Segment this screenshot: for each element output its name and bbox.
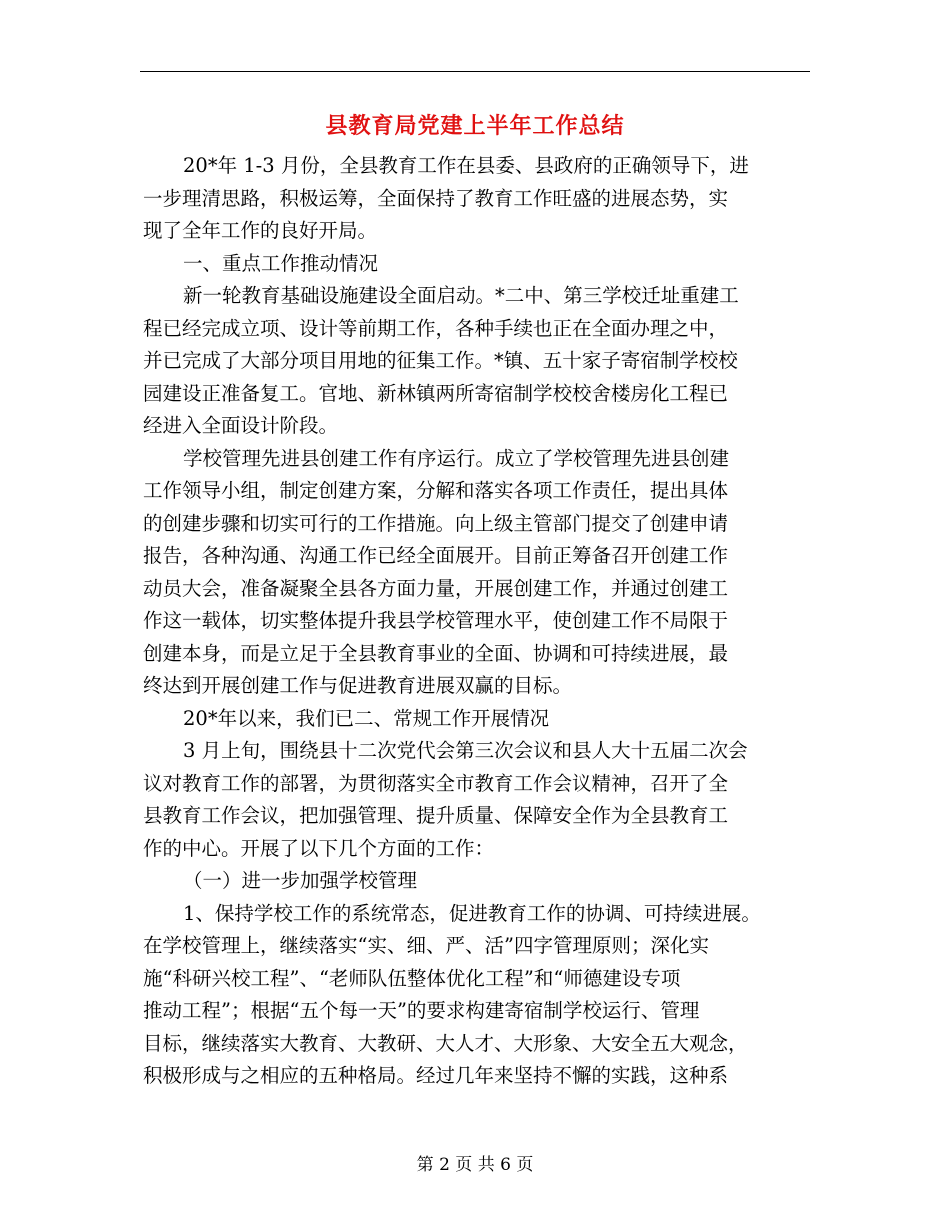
text-line: 积极形成与之相应的五种格局。经过几年来坚持不懈的实践，这种系 <box>143 1064 729 1087</box>
page-number: 第 2 页 共 6 页 <box>416 1155 534 1175</box>
text-line: （一）进一步加强学校管理 <box>183 869 418 892</box>
text-line: 议对教育工作的部署，为贯彻落实全市教育工作会议精神，召开了全 <box>143 771 729 795</box>
document-title: 县教育局党建上半年工作总结 <box>325 113 625 139</box>
text-line: 县教育工作会议，把加强管理、提升质量、保障安全作为全县教育工 <box>143 804 729 827</box>
text-line: 作的中心。开展了以下几个方面的工作： <box>143 836 495 860</box>
text-line: 学校管理先进县创建工作有序运行。成立了学校管理先进县创建 <box>183 446 730 470</box>
text-line: 一、重点工作推动情况 <box>183 251 379 275</box>
text-line: 并已完成了大部分项目用地的征集工作。*镇、五十家子寄宿制学校校 <box>143 349 738 372</box>
text-line: 作这一载体，切实整体提升我县学校管理水平，使创建工作不局限于 <box>143 609 729 632</box>
text-line: 1、保持学校工作的系统常态，促进教育工作的协调、可持续进展。 <box>183 901 761 925</box>
text-line: 目标，继续落实大教育、大教研、大人才、大形象、大安全五大观念， <box>143 1031 748 1055</box>
text-line: 新一轮教育基础设施建设全面启动。*二中、第三学校迁址重建工 <box>183 284 739 307</box>
text-line: 施“科研兴校工程”、“老师队伍整体优化工程”和“师德建设专项 <box>143 966 681 990</box>
text-line: 一步理清思路，积极运筹，全面保持了教育工作旺盛的进展态势，实 <box>143 186 729 210</box>
text-line: 程已经完成立项、设计等前期工作，各种手续也正在全面办理之中， <box>143 316 729 340</box>
text-line: 3 月上旬，围绕县十二次党代会第三次会议和县人大十五届二次会 <box>183 739 748 762</box>
text-line: 工作领导小组，制定创建方案，分解和落实各项工作责任，提出具体 <box>143 479 729 502</box>
text-line: 推动工程”；根据“五个每一天”的要求构建寄宿制学校运行、管理 <box>143 999 700 1022</box>
text-line: 现了全年工作的良好开局。 <box>143 219 378 242</box>
text-line: 报告，各种沟通、沟通工作已经全面展开。目前正筹备召开创建工作 <box>143 544 729 567</box>
text-line: 的创建步骤和切实可行的工作措施。向上级主管部门提交了创建申请 <box>143 511 729 535</box>
text-line: 20*年以来，我们已二、常规工作开展情况 <box>183 706 550 730</box>
text-line: 终达到开展创建工作与促进教育进展双赢的目标。 <box>143 674 573 697</box>
text-line: 动员大会，准备凝聚全县各方面力量，开展创建工作，并通过创建工 <box>143 576 729 600</box>
document-body <box>143 150 813 1093</box>
text-line: 20*年 1-3 月份，全县教育工作在县委、县政府的正确领导下，进 <box>183 154 749 177</box>
text-line: 园建设正准备复工。官地、新林镇两所寄宿制学校校舍楼房化工程已 <box>143 381 729 405</box>
header-rule <box>140 71 810 72</box>
text-line: 创建本身，而是立足于全县教育事业的全面、协调和可持续进展，最 <box>143 641 729 665</box>
text-line: 经进入全面设计阶段。 <box>143 414 339 437</box>
text-line: 在学校管理上，继续落实“实、细、严、活”四字管理原则；深化实 <box>143 934 709 957</box>
